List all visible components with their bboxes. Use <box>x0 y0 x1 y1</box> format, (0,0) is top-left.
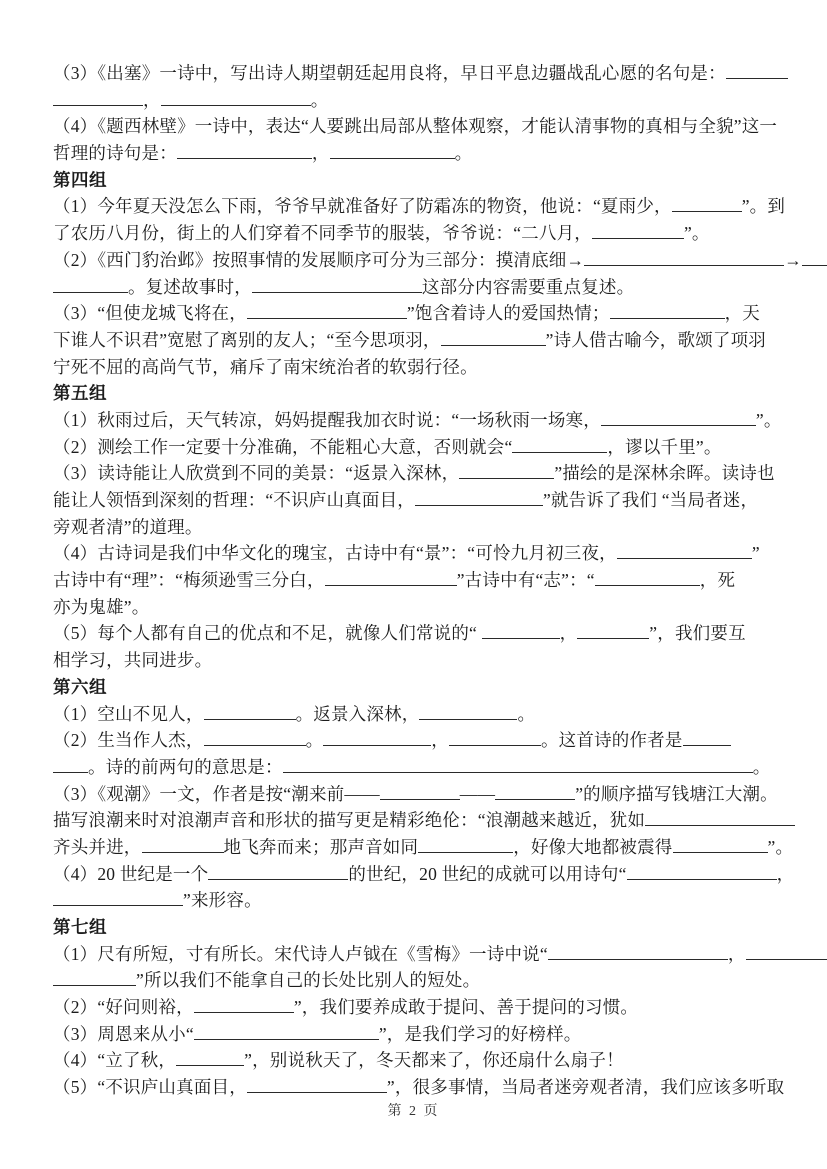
text-run: 地飞奔而来；那声音如同 <box>223 836 419 857</box>
answer-blank <box>584 252 784 266</box>
text-line <box>53 407 793 434</box>
page-number: 第 2 页 <box>387 1104 440 1119</box>
answer-blank <box>204 706 296 720</box>
text-run: ”所以我们不能拿自己的长处比别人的短处。 <box>136 970 481 991</box>
text-line <box>53 60 793 87</box>
text-run: ”的顺序描写钱塘江大潮。 <box>575 783 778 804</box>
text-run: （2）生当作人杰， <box>53 730 204 751</box>
text-run: （1）尺有所短，寸有所长。宋代诗人卢钺在《雪梅》一诗中说“ <box>53 943 548 964</box>
text-run: 了农历八月份，街上的人们穿着不同季节的服装，爷爷说：“二八月， <box>53 223 592 244</box>
text-line <box>53 620 793 647</box>
text-run: ”就告诉了我们 “当局者迷， <box>542 490 759 510</box>
answer-blank <box>482 625 560 639</box>
group-header <box>53 674 793 701</box>
text-run: ”。 <box>683 223 710 244</box>
text-run: ， <box>559 623 578 644</box>
text-run: （2）“好问则裕， <box>53 997 194 1018</box>
text-line <box>53 460 793 487</box>
text-run: 。 <box>752 756 771 777</box>
text-run: 哲理的诗句是： <box>53 143 177 164</box>
text-run: （3）读诗能让人欣赏到不同的美景：“返景入深林， <box>53 463 460 484</box>
text-run: （4）“立了秋， <box>53 1050 177 1071</box>
text-run: （3）《观潮》一文，作者是按“潮来前—— <box>53 783 380 804</box>
text-run: ，死 <box>699 570 736 591</box>
text-line <box>53 354 793 381</box>
text-run: 。 <box>310 89 329 110</box>
text-run: ， <box>431 730 449 751</box>
answer-blank <box>548 946 728 960</box>
answer-blank <box>208 866 348 880</box>
answer-blank <box>683 732 731 746</box>
text-run: 下谁人不识君”宽慰了离别的友人；“至今思项羽， <box>53 329 441 350</box>
text-run: 这部分内容需要重点复述。 <box>421 276 635 297</box>
answer-blank <box>595 572 700 586</box>
text-run: ”描绘的是深林余晖。读诗也 <box>554 463 775 484</box>
answer-blank <box>601 412 756 426</box>
text-run: ”，是我们学习的好榜样。 <box>378 1023 582 1044</box>
answer-blank <box>746 946 827 960</box>
text-line <box>53 247 802 274</box>
text-line <box>53 193 793 220</box>
text-run: 古诗中有“理”：“梅须逊雪三分白， <box>53 570 325 591</box>
text-run: 。复述故事时， <box>128 276 252 297</box>
text-run: ”。 <box>767 836 794 857</box>
answer-blank <box>645 812 795 826</box>
answer-blank <box>53 279 128 293</box>
text-line <box>53 514 793 541</box>
answer-blank <box>592 225 684 239</box>
text-run: （3）《出塞》一诗中，写出诗人期望朝廷起用良将，早日平息边疆战乱心愿的名句是： <box>53 63 726 83</box>
text-run: ”饱含着诗人的爱国热情； <box>406 303 610 324</box>
text-run: （1）空山不见人， <box>53 703 204 724</box>
answer-blank <box>330 145 455 159</box>
answer-blank <box>283 759 753 773</box>
text-run: ，天 <box>724 303 760 324</box>
answer-blank <box>247 1079 387 1093</box>
text-run: 。 <box>454 143 473 164</box>
text-line <box>53 861 793 888</box>
answer-blank <box>161 92 311 106</box>
text-line <box>53 113 793 140</box>
answer-blank <box>512 439 607 453</box>
answer-blank <box>53 892 183 906</box>
text-line <box>53 994 793 1021</box>
text-line <box>53 1047 793 1074</box>
answer-blank <box>441 332 546 346</box>
worksheet-body <box>53 60 802 1101</box>
text-run: ”。 <box>755 409 782 430</box>
text-line <box>53 140 793 167</box>
text-line <box>53 87 793 114</box>
answer-blank <box>252 279 422 293</box>
answer-blank <box>204 732 306 746</box>
text-run: 。诗的前两句的意思是： <box>88 756 283 777</box>
answer-blank <box>325 572 457 586</box>
text-run: ” <box>751 543 760 564</box>
text-run: → <box>784 249 802 270</box>
text-run: （2）测绘工作一定要十分准确，不能粗心大意，否则就会“ <box>53 436 513 457</box>
text-run: （4）古诗词是我们中华文化的瑰宝，古诗中有“景”：“可怜九月初三夜， <box>53 543 617 564</box>
text-run: ”，我们要养成敢于提问、善于提问的习惯。 <box>293 997 639 1018</box>
text-line <box>53 567 793 594</box>
text-run: （5）“不识庐山真面目， <box>53 1077 247 1098</box>
answer-blank <box>53 759 88 773</box>
answer-blank <box>419 706 517 720</box>
text-run: 。 <box>305 730 324 751</box>
text-run: （2）《西门豹治邺》按照事情的发展顺序可分为三部分：摸清底细→ <box>53 249 585 270</box>
text-run: 相学习，共同进步。 <box>53 650 213 671</box>
text-run: ”来形容。 <box>183 890 262 911</box>
text-run: 第四组 <box>53 169 107 190</box>
text-line <box>53 300 793 327</box>
text-run: 旁观者清”的道理。 <box>53 516 203 537</box>
text-run: 第六组 <box>53 676 107 697</box>
answer-blank <box>323 732 431 746</box>
text-line <box>53 647 793 674</box>
group-header <box>53 914 793 941</box>
text-run: 的世纪，20 世纪的成就可以用诗句“ <box>348 863 627 884</box>
text-run: （5）每个人都有自己的优点和不足，就像人们常说的“ <box>53 623 482 644</box>
text-run: （4）20 世纪是一个 <box>53 863 209 884</box>
text-line <box>53 1074 793 1101</box>
answer-blank <box>673 839 768 853</box>
text-run: 宁死不屈的高尚气节，痛斥了南宋统治者的软弱行径。 <box>53 356 478 377</box>
text-run: ， <box>143 89 161 110</box>
text-run: 齐头并进， <box>53 836 142 857</box>
answer-blank <box>802 252 827 266</box>
text-run: ， <box>311 143 330 164</box>
text-line <box>53 1021 793 1048</box>
text-line <box>53 434 793 461</box>
text-line <box>53 487 793 514</box>
text-line <box>53 701 793 728</box>
answer-blank <box>142 839 224 853</box>
text-run: 能让人领悟到深刻的哲理：“不识庐山真面目， <box>53 490 415 510</box>
answer-blank <box>449 732 541 746</box>
text-line <box>53 754 793 781</box>
text-line <box>53 941 793 968</box>
text-run: 。 <box>517 703 536 724</box>
text-run: 描写浪潮来时对浪潮声音和形状的描写更是精彩绝伦：“浪潮越来越近，犹如 <box>53 810 646 831</box>
text-line <box>53 540 793 567</box>
text-line <box>53 220 793 247</box>
text-line <box>53 594 793 621</box>
text-line <box>53 887 793 914</box>
answer-blank <box>459 465 554 479</box>
text-line <box>53 834 793 861</box>
answer-blank <box>177 145 312 159</box>
answer-blank <box>194 1026 379 1040</box>
answer-blank <box>726 65 788 79</box>
text-run: ， <box>776 863 795 884</box>
answer-blank <box>418 839 513 853</box>
text-line <box>53 727 793 754</box>
text-run: （4）《题西林壁》一诗中，表达“人要跳出局部从整体观察，才能认清事物的真相与全貌”这一 <box>53 116 778 137</box>
text-line <box>53 807 793 834</box>
text-line <box>53 274 793 301</box>
answer-blank <box>627 866 777 880</box>
answer-blank <box>53 92 143 106</box>
text-run: ”，很多事情，当局者迷旁观者清，我们应该多听取 <box>386 1077 785 1098</box>
text-run: 亦为鬼雄”。 <box>53 596 150 617</box>
text-run: （3）“但使龙城飞将在， <box>53 303 247 324</box>
answer-blank <box>495 786 575 800</box>
text-run: ，谬以千里”。 <box>607 436 722 457</box>
answer-blank <box>577 625 649 639</box>
text-run: 第七组 <box>53 917 107 937</box>
answer-blank <box>176 1052 244 1066</box>
answer-blank <box>194 999 294 1013</box>
text-run: （1）秋雨过后，天气转凉，妈妈提醒我加衣时说：“一场秋雨一场寒， <box>53 409 601 430</box>
answer-blank <box>610 305 725 319</box>
group-header <box>53 167 793 194</box>
text-run: ”诗人借古喻今，歌颂了项羽 <box>545 329 767 350</box>
text-run: —— <box>459 783 496 804</box>
text-run: ”古诗中有“志”：“ <box>456 570 595 591</box>
text-run: ”，我们要互 <box>649 623 746 644</box>
text-line <box>53 781 793 808</box>
answer-blank <box>672 198 742 212</box>
text-run: （1）今年夏天没怎么下雨，爷爷早就准备好了防霜冻的物资，他说：“夏雨少， <box>53 196 672 217</box>
text-run: ”，别说秋天了，冬天都来了，你还扇什么扇子！ <box>244 1050 624 1071</box>
text-run: ，好像大地都被震得 <box>513 836 673 857</box>
text-run: ”。到 <box>741 196 786 217</box>
answer-blank <box>380 786 460 800</box>
group-header <box>53 380 793 407</box>
answer-blank <box>53 972 136 986</box>
text-run: 第五组 <box>53 383 107 404</box>
text-line <box>53 327 793 354</box>
text-line <box>53 967 793 994</box>
answer-blank <box>415 492 543 506</box>
text-run: ， <box>727 943 746 964</box>
answer-blank <box>617 545 752 559</box>
answer-blank <box>247 305 407 319</box>
text-run: 。返景入深林， <box>295 703 420 724</box>
text-run: （3）周恩来从小“ <box>53 1023 194 1044</box>
text-run: 。这首诗的作者是 <box>540 730 683 751</box>
